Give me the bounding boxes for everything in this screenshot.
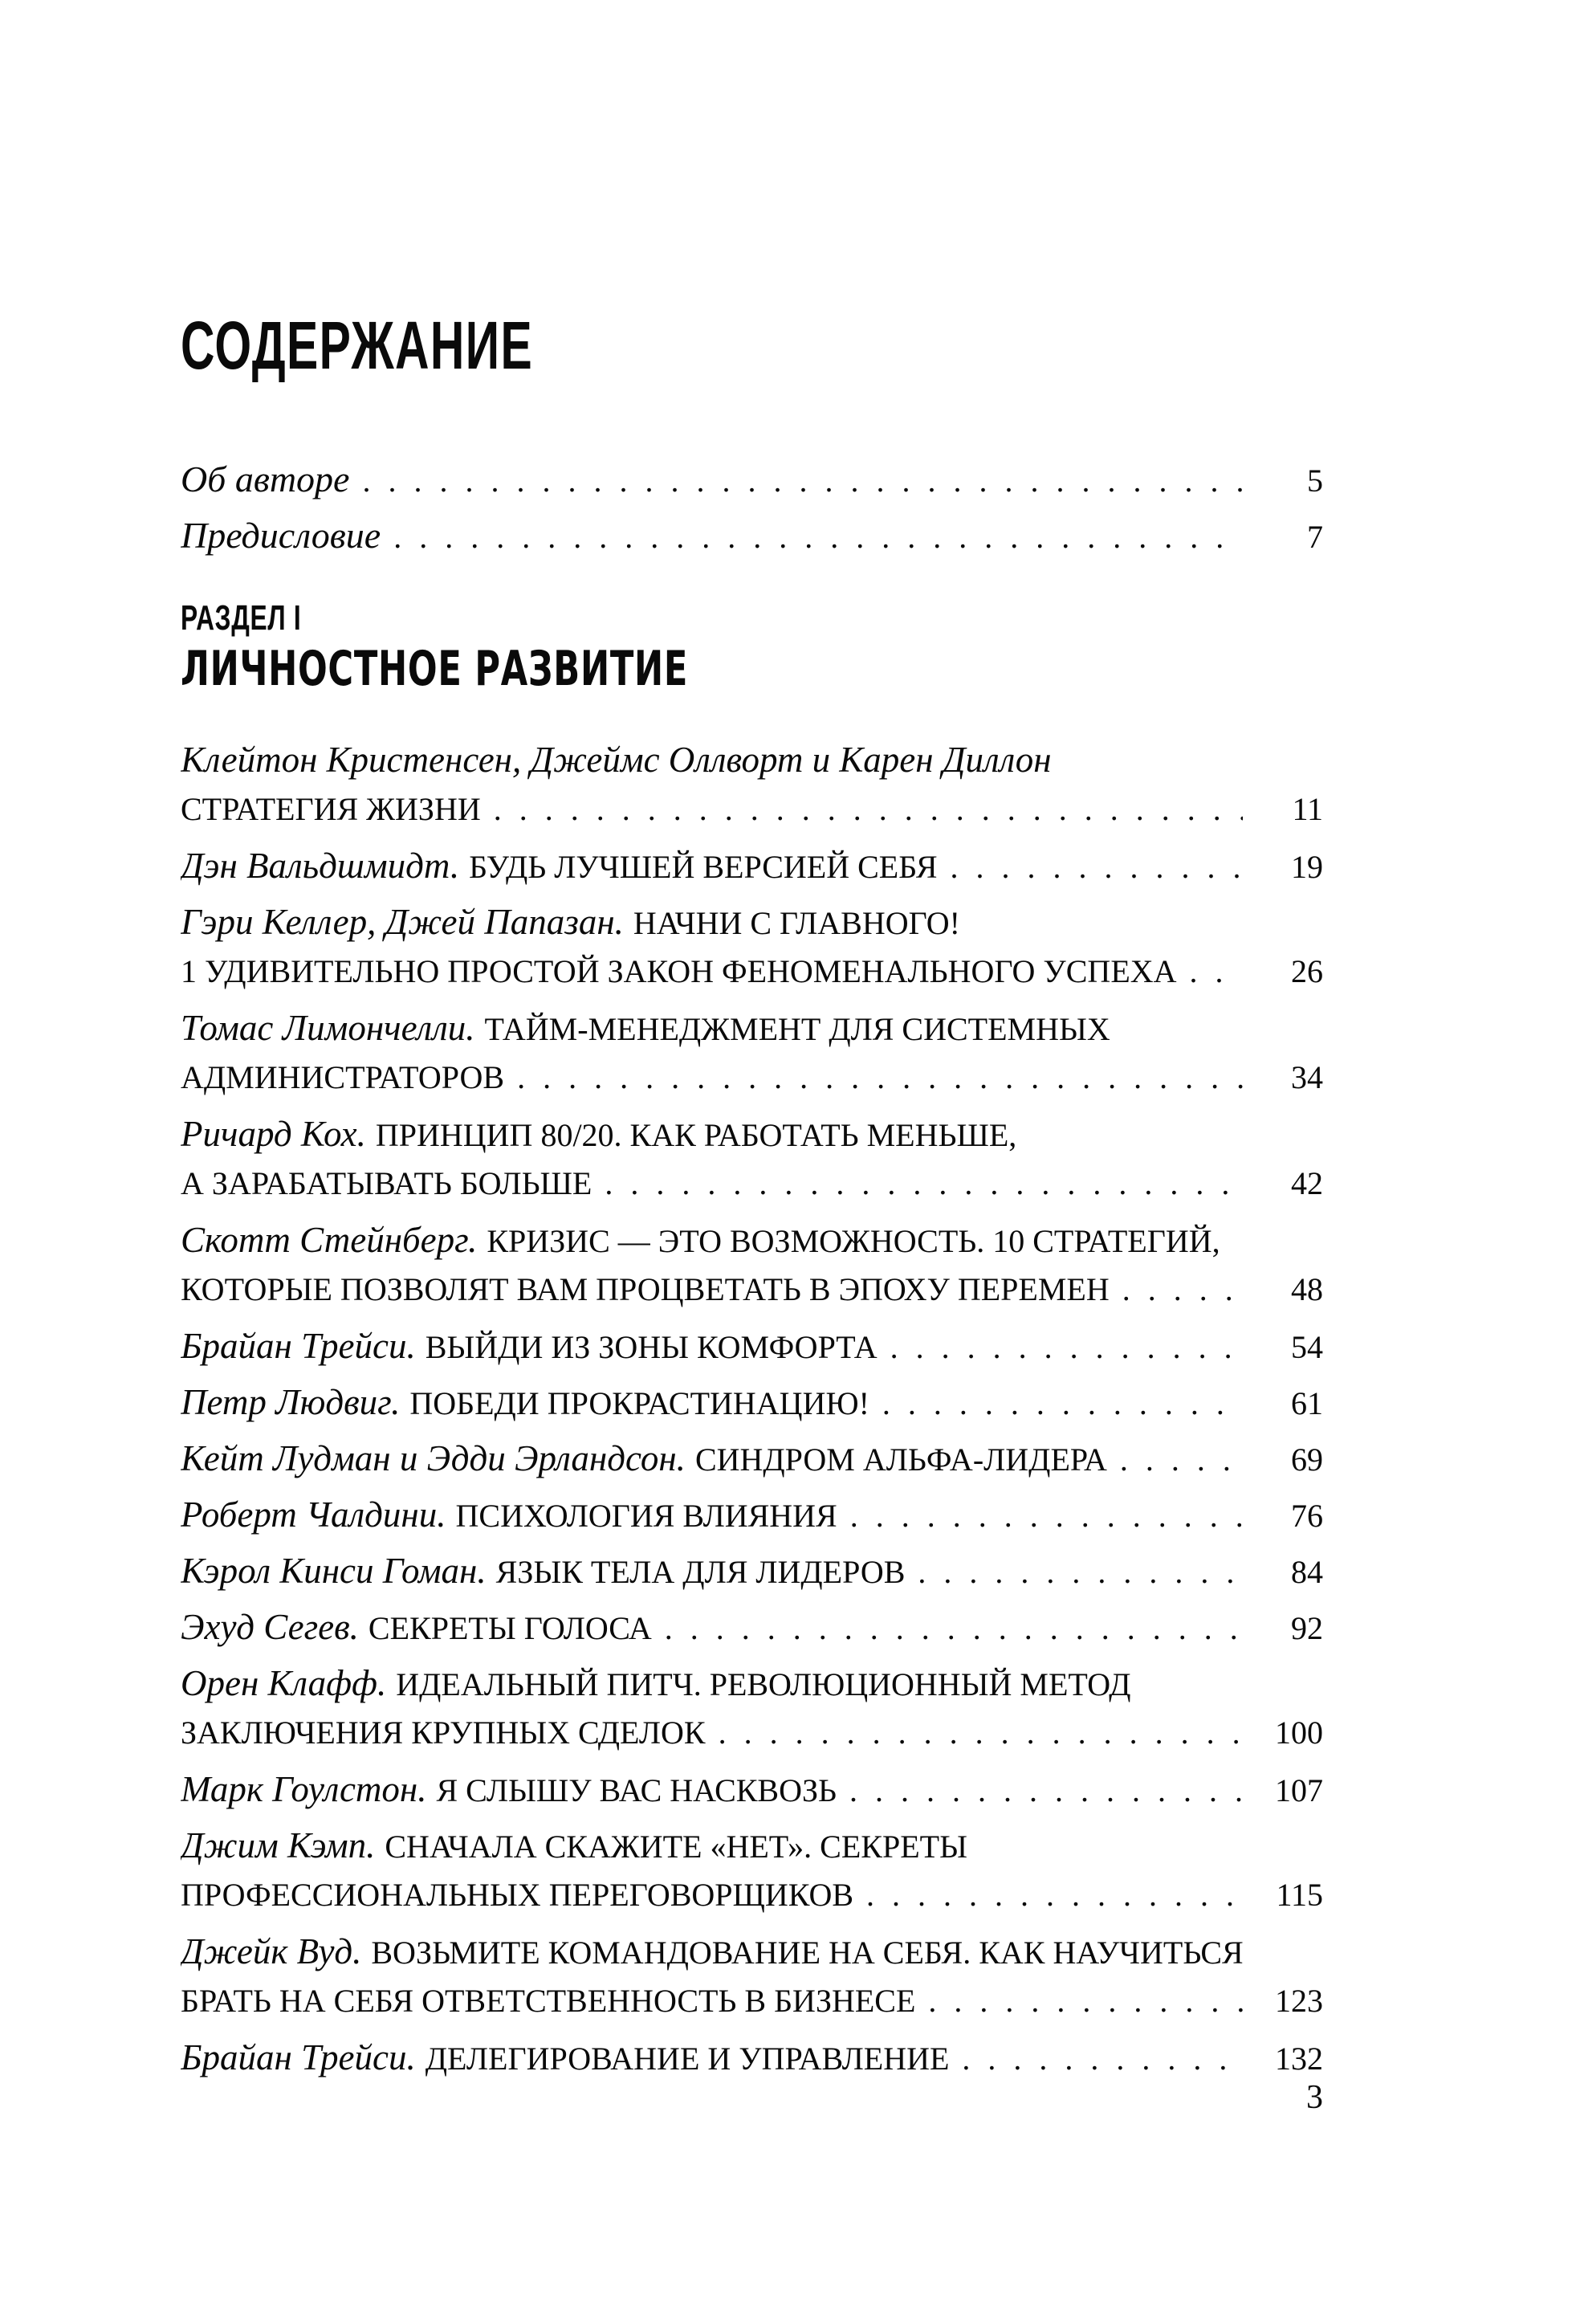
author-name: Гэри Келлер, Джей Папазан. [181, 902, 624, 943]
dot-leader [605, 1159, 1243, 1209]
book-title: СЕКРЕТЫ ГОЛОСА [368, 1610, 652, 1647]
dot-leader [918, 1547, 1243, 1596]
author-name: Брайан Трейси. [181, 2037, 416, 2078]
author-name: Эхуд Сегев. [181, 1607, 359, 1648]
toc-entry [181, 1602, 1323, 1652]
book-title: ПРИНЦИП 80/20. КАК РАБОТАТЬ МЕНЬШЕ, [375, 1117, 1017, 1154]
dot-leader [517, 1053, 1243, 1103]
dot-leader [1120, 1435, 1243, 1483]
toc-line [181, 1053, 1323, 1103]
section-heading [181, 598, 1323, 698]
page-ref: 107 [1275, 1772, 1323, 1809]
page-ref: 54 [1291, 1329, 1323, 1366]
book-title: ИДЕАЛЬНЫЙ ПИТЧ. РЕВОЛЮЦИОННЫЙ МЕТОД [396, 1666, 1131, 1703]
dot-leader [951, 842, 1243, 891]
dot-leader [890, 1323, 1243, 1371]
toc-line [181, 1658, 1323, 1708]
page-ref: 61 [1291, 1385, 1323, 1422]
book-title: СИНДРОМ АЛЬФА-ЛИДЕРА [694, 1441, 1107, 1478]
toc-line [181, 1708, 1323, 1758]
toc-entry [181, 1546, 1323, 1596]
book-title: ЯЗЫК ТЕЛА ДЛЯ ЛИДЕРОВ [495, 1554, 906, 1591]
toc-line [181, 1109, 1323, 1159]
page-ref: 69 [1291, 1441, 1323, 1478]
toc-line [181, 1321, 1323, 1371]
toc-line [181, 1926, 1323, 1976]
toc-entry [181, 1926, 1323, 2026]
dot-leader [494, 785, 1243, 834]
book-title: ЗАКЛЮЧЕНИЯ КРУПНЫХ СДЕЛОК [181, 1714, 706, 1751]
page-ref: 42 [1291, 1165, 1323, 1202]
toc-entry [181, 1658, 1323, 1758]
author-name: Джейк Вуд. [181, 1931, 362, 1972]
toc-line [181, 947, 1323, 997]
toc-entry [181, 1764, 1323, 1814]
toc-line [181, 897, 1323, 947]
author-name: Клейтон Кристенсен, Джеймс Оллворт и Карен Диллон [181, 740, 1052, 781]
toc-line [181, 1265, 1323, 1315]
toc-line [181, 735, 1323, 785]
dot-leader [882, 1379, 1243, 1427]
page-ref: 123 [1275, 1983, 1323, 2020]
book-title: СНАЧАЛА СКАЖИТЕ «НЕТ». СЕКРЕТЫ [385, 1829, 967, 1865]
toc-entry [181, 1490, 1323, 1539]
book-title: ПСИХОЛОГИЯ ВЛИЯНИЯ [455, 1498, 837, 1535]
dot-leader [850, 1491, 1243, 1539]
dot-leader [665, 1604, 1243, 1652]
book-title: БУДЬ ЛУЧШЕЙ ВЕРСИЕЙ СЕБЯ [469, 849, 938, 886]
front-matter-title: Предисловие [181, 515, 381, 556]
toc-entry [181, 735, 1323, 834]
dot-leader [928, 1976, 1243, 2026]
author-name: Орен Клафф. [181, 1663, 387, 1704]
toc-entry [181, 1003, 1323, 1103]
toc-entry [181, 1321, 1323, 1371]
dot-leader [362, 453, 1243, 508]
toc-entry [181, 1433, 1323, 1483]
page-ref: 115 [1276, 1877, 1323, 1914]
page-ref: 5 [1307, 463, 1323, 499]
toc-line [181, 1433, 1323, 1483]
book-title: Я СЛЫШУ ВАС НАСКВОЗЬ [436, 1772, 837, 1809]
toc-line [181, 841, 1323, 891]
toc-entry [181, 1109, 1323, 1209]
author-name: Скотт Стейнберг. [181, 1220, 478, 1261]
book-title: ВОЗЬМИТЕ КОМАНДОВАНИЕ НА СЕБЯ. КАК НАУЧИТЬСЯ [371, 1935, 1244, 1971]
book-title: ТАЙМ-МЕНЕДЖМЕНТ ДЛЯ СИСТЕМНЫХ [484, 1011, 1110, 1048]
toc-line [181, 451, 1323, 508]
author-name: Ричард Кох. [181, 1114, 366, 1155]
toc-line [181, 1159, 1323, 1209]
book-title: КРИЗИС — ЭТО ВОЗМОЖНОСТЬ. 10 СТРАТЕГИЙ, [487, 1223, 1220, 1260]
book-title: ПОБЕДИ ПРОКРАСТИНАЦИЮ! [409, 1385, 869, 1422]
page-ref: 11 [1292, 791, 1323, 828]
toc-line [181, 1490, 1323, 1539]
page-ref: 7 [1307, 519, 1323, 555]
toc-line [181, 1976, 1323, 2026]
author-name: Брайан Трейси. [181, 1326, 416, 1367]
toc-line [181, 1003, 1323, 1053]
page-ref: 84 [1291, 1554, 1323, 1591]
book-title: 1 УДИВИТЕЛЬНО ПРОСТОЙ ЗАКОН ФЕНОМЕНАЛЬНОГО УСПЕХА [181, 953, 1177, 990]
toc-entry [181, 841, 1323, 891]
toc-entry [181, 897, 1323, 997]
dot-leader [849, 1766, 1243, 1814]
author-name: Роберт Чалдини. [181, 1494, 446, 1535]
book-title: ВЫЙДИ ИЗ ЗОНЫ КОМФОРТА [425, 1329, 878, 1366]
page-ref: 34 [1291, 1059, 1323, 1096]
dot-leader [866, 1870, 1243, 1920]
dot-leader [1190, 947, 1243, 997]
front-matter-title: Об авторе [181, 459, 350, 499]
author-name: Марк Гоулстон. [181, 1769, 427, 1810]
section-name: ЛИЧНОСТНОЕ РАЗВИТИЕ [181, 641, 689, 698]
toc-line [181, 785, 1323, 834]
toc-line [181, 1820, 1323, 1870]
toc-entry [181, 1215, 1323, 1315]
author-name: Джим Кэмп. [181, 1825, 376, 1866]
page-number: 3 [1306, 2079, 1323, 2116]
page-ref: 26 [1291, 953, 1323, 990]
section-label: РАЗДЕЛ I [181, 598, 302, 638]
page-ref: 132 [1275, 2041, 1323, 2077]
toc-entry [181, 1377, 1323, 1427]
author-name: Петр Людвиг. [181, 1382, 401, 1423]
toc-line [181, 508, 1323, 564]
book-title: АДМИНИСТРАТОРОВ [181, 1059, 505, 1096]
front-matter [181, 451, 1323, 564]
toc-content [181, 308, 1323, 2089]
page-ref: 48 [1291, 1271, 1323, 1308]
toc-line [181, 2032, 1323, 2082]
dot-leader [962, 2034, 1243, 2082]
book-title: А ЗАРАБАТЫВАТЬ БОЛЬШЕ [181, 1165, 592, 1202]
book-title: БРАТЬ НА СЕБЯ ОТВЕТСТВЕННОСТЬ В БИЗНЕСЕ [181, 1983, 916, 2020]
page-title: СОДЕРЖАНИЕ [181, 308, 534, 383]
page-ref: 100 [1275, 1714, 1323, 1751]
toc-line [181, 1870, 1323, 1920]
book-title: СТРАТЕГИЯ ЖИЗНИ [181, 791, 481, 828]
toc-entries [181, 735, 1323, 2082]
author-name: Томас Лимончелли. [181, 1008, 475, 1049]
toc-line [181, 1764, 1323, 1814]
dot-leader [393, 509, 1243, 564]
dot-leader [719, 1708, 1243, 1758]
toc-line [181, 1215, 1323, 1265]
author-name: Кэрол Кинси Гоман. [181, 1551, 487, 1592]
book-title: КОТОРЫЕ ПОЗВОЛЯТ ВАМ ПРОЦВЕТАТЬ В ЭПОХУ ПЕРЕМЕН [181, 1271, 1110, 1308]
toc-entry [181, 2032, 1323, 2082]
page-ref: 19 [1291, 849, 1323, 886]
toc-line [181, 1602, 1323, 1652]
page-ref: 76 [1291, 1498, 1323, 1535]
book-title: ПРОФЕССИОНАЛЬНЫХ ПЕРЕГОВОРЩИКОВ [181, 1877, 854, 1914]
author-name: Кейт Лудман и Эдди Эрландсон. [181, 1438, 686, 1479]
book-title: НАЧНИ С ГЛАВНОГО! [633, 905, 960, 942]
page-ref: 92 [1291, 1610, 1323, 1647]
toc-line [181, 1377, 1323, 1427]
toc-line [181, 1546, 1323, 1596]
author-name: Дэн Вальдшмидт. [181, 846, 460, 887]
dot-leader [1122, 1265, 1243, 1315]
toc-entry [181, 1820, 1323, 1920]
book-title: ДЕЛЕГИРОВАНИЕ И УПРАВЛЕНИЕ [425, 2041, 950, 2077]
